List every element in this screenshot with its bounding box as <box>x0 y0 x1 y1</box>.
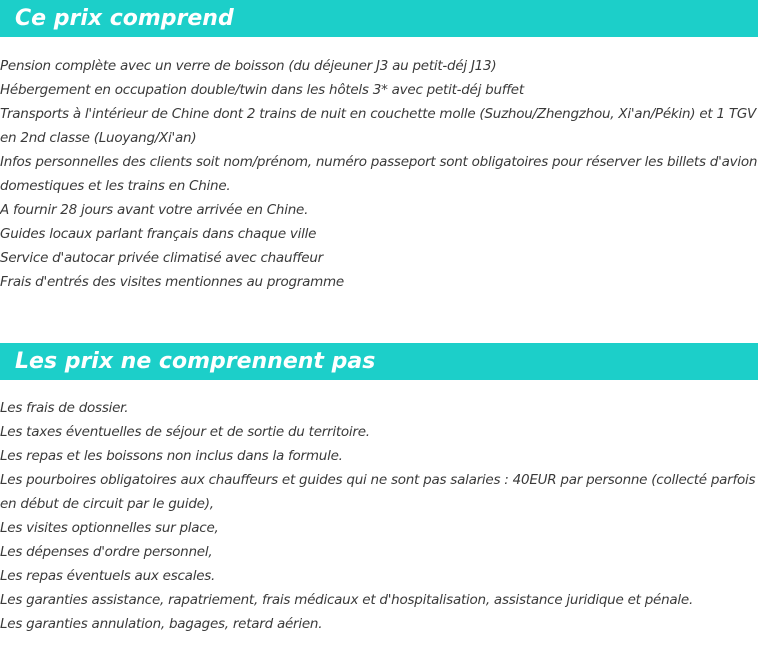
included-section-title: Ce prix comprend <box>0 0 758 37</box>
list-item: Les repas éventuels aux escales. <box>0 568 216 584</box>
list-item: Frais d'entrés des visites mentionnes au programme <box>0 274 344 290</box>
list-item: Guides locaux parlant français dans chaque ville <box>0 226 317 242</box>
list-item: Les garanties assistance, rapatriement, frais médicaux et d'hospitalisation, assistance juridique et pénale. <box>0 592 694 608</box>
excluded-list <box>0 396 758 636</box>
list-item: Les dépenses d'ordre personnel, <box>0 544 213 560</box>
list-item: Les visites optionnelles sur place, <box>0 520 219 536</box>
list-item: Infos personnelles des clients soit nom/prénom, numéro passeport sont obligatoires pour réserver les billets d'avion domestiques et les trains en Chine. <box>0 154 758 194</box>
excluded-section-title: Les prix ne comprennent pas <box>0 343 758 380</box>
included-list <box>0 54 758 294</box>
list-item: Les repas et les boissons non inclus dans la formule. <box>0 448 343 464</box>
list-item: Pension complète avec un verre de boisson (du déjeuner J3 au petit-déj J13) <box>0 58 497 74</box>
list-item: Service d'autocar privée climatisé avec chauffeur <box>0 250 323 266</box>
list-item: Hébergement en occupation double/twin dans les hôtels 3* avec petit-déj buffet <box>0 82 524 98</box>
list-item: A fournir 28 jours avant votre arrivée en Chine. <box>0 202 309 218</box>
list-item: Les frais de dossier. <box>0 400 129 416</box>
list-item: Transports à l'intérieur de Chine dont 2 trains de nuit en couchette molle (Suzhou/Zhengzhou, Xi'an/Pékin) et 1 TGV en 2nd classe (Luoyang/Xi'an) <box>0 106 757 146</box>
list-item: Les pourboires obligatoires aux chauffeurs et guides qui ne sont pas salaries : 40EUR par personne (collecté parfois en début de circuit par le guide), <box>0 472 756 512</box>
list-item: Les taxes éventuelles de séjour et de sortie du territoire. <box>0 424 370 440</box>
list-item: Les garanties annulation, bagages, retard aérien. <box>0 616 323 632</box>
